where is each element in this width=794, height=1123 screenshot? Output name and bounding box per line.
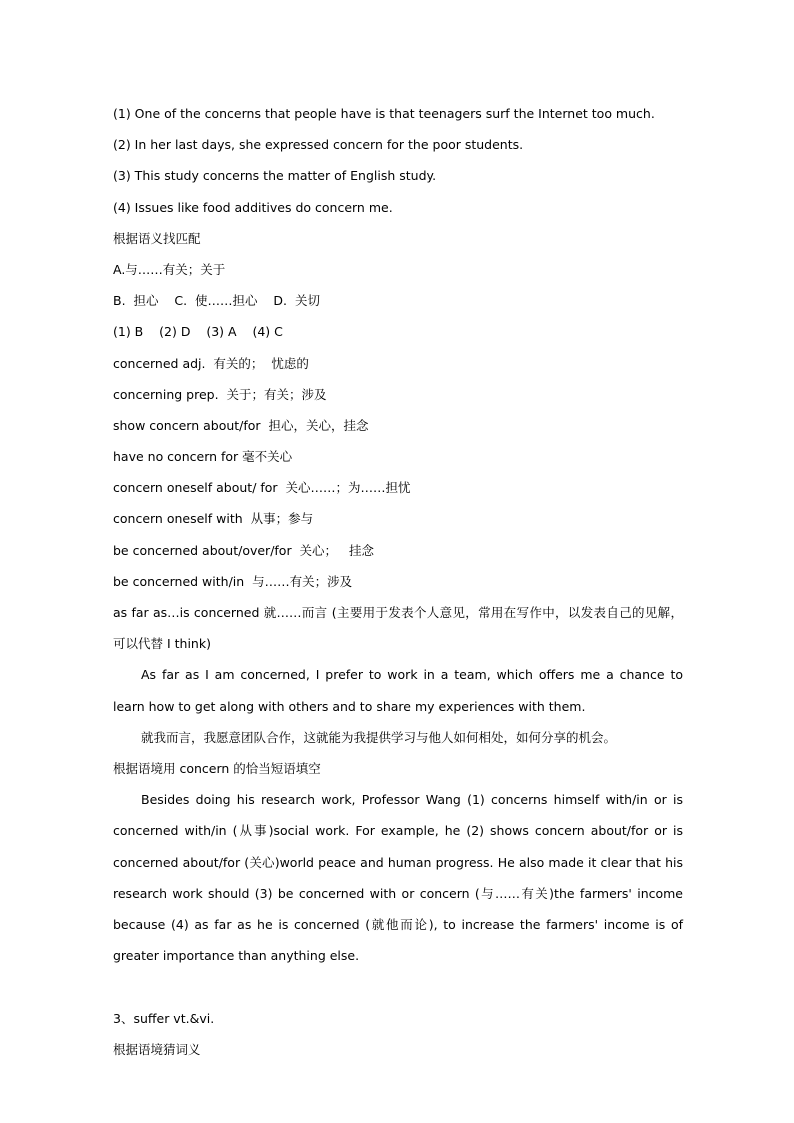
example-sentence-2: (2) In her last days, she expressed concern for the poor students. (113, 137, 524, 153)
example-sentence-1: (1) One of the concerns that people have is that teenagers surf the Internet too much. (113, 106, 655, 121)
as-far-as-definition: as far as…is concerned 就……而言 (主要用于发表个人意见，常用在写作中，以发表自己的见解，可以代替 I think) (113, 605, 683, 652)
phrase-have-no-concern: have no concern for 毫不关心 (113, 449, 293, 465)
match-heading: 根据语义找匹配 (113, 230, 201, 246)
answer-key: (1) B (2) D (3) A (4) C (113, 324, 283, 340)
example-sentence-4: (4) Issues like food additives do concern me. (113, 199, 393, 215)
section-3-heading: 根据语境猜词义 (113, 1041, 201, 1057)
fill-in-heading: 根据语境用 concern 的恰当短语填空 (113, 761, 321, 777)
phrase-concerning: concerning prep. 关于；有关；涉及 (113, 386, 327, 402)
as-far-as-example-chinese: 就我而言，我愿意团队合作，这就能为我提供学习与他人如何相处，如何分享的机会。 (141, 729, 617, 745)
section-spacer (113, 971, 683, 1002)
phrase-show-concern: show concern about/for 担心，关心，挂念 (113, 417, 369, 433)
document-page (113, 98, 683, 1065)
fill-in-paragraph: Besides doing his research work, Professor Wang (1) concerns himself with/in or is concerned with/in (从事)social work. For example, he (2) shows concern about/for or is concerned about/for (关心)world peace and human progress. He also made it clear that his research work should (3) be concerned with or concern (与……有关)the farmers' income because (4) as far as he is concerned (就他而论), to increase the farmers' income is of greater importance than anything else. (113, 792, 683, 964)
section-3-title: 3、suffer vt.&vi. (113, 1010, 215, 1026)
phrase-be-concerned-with: be concerned with/in 与……有关；涉及 (113, 573, 353, 589)
option-bcd: B. 担心 C. 使……担心 D. 关切 (113, 293, 320, 309)
phrase-concern-oneself-about: concern oneself about/ for 关心……；为……担忧 (113, 480, 411, 496)
phrase-concern-oneself-with: concern oneself with 从事；参与 (113, 511, 314, 527)
example-sentence-3: (3) This study concerns the matter of English study. (113, 168, 437, 184)
option-a: A.与……有关；关于 (113, 261, 226, 277)
as-far-as-example-english: As far as I am concerned, I prefer to work in a team, which offers me a chance to learn how to get along with others and to share my experiences with them. (113, 667, 683, 714)
phrase-concerned: concerned adj. 有关的； 忧虑的 (113, 355, 309, 371)
phrase-be-concerned-about: be concerned about/over/for 关心； 挂念 (113, 542, 374, 558)
